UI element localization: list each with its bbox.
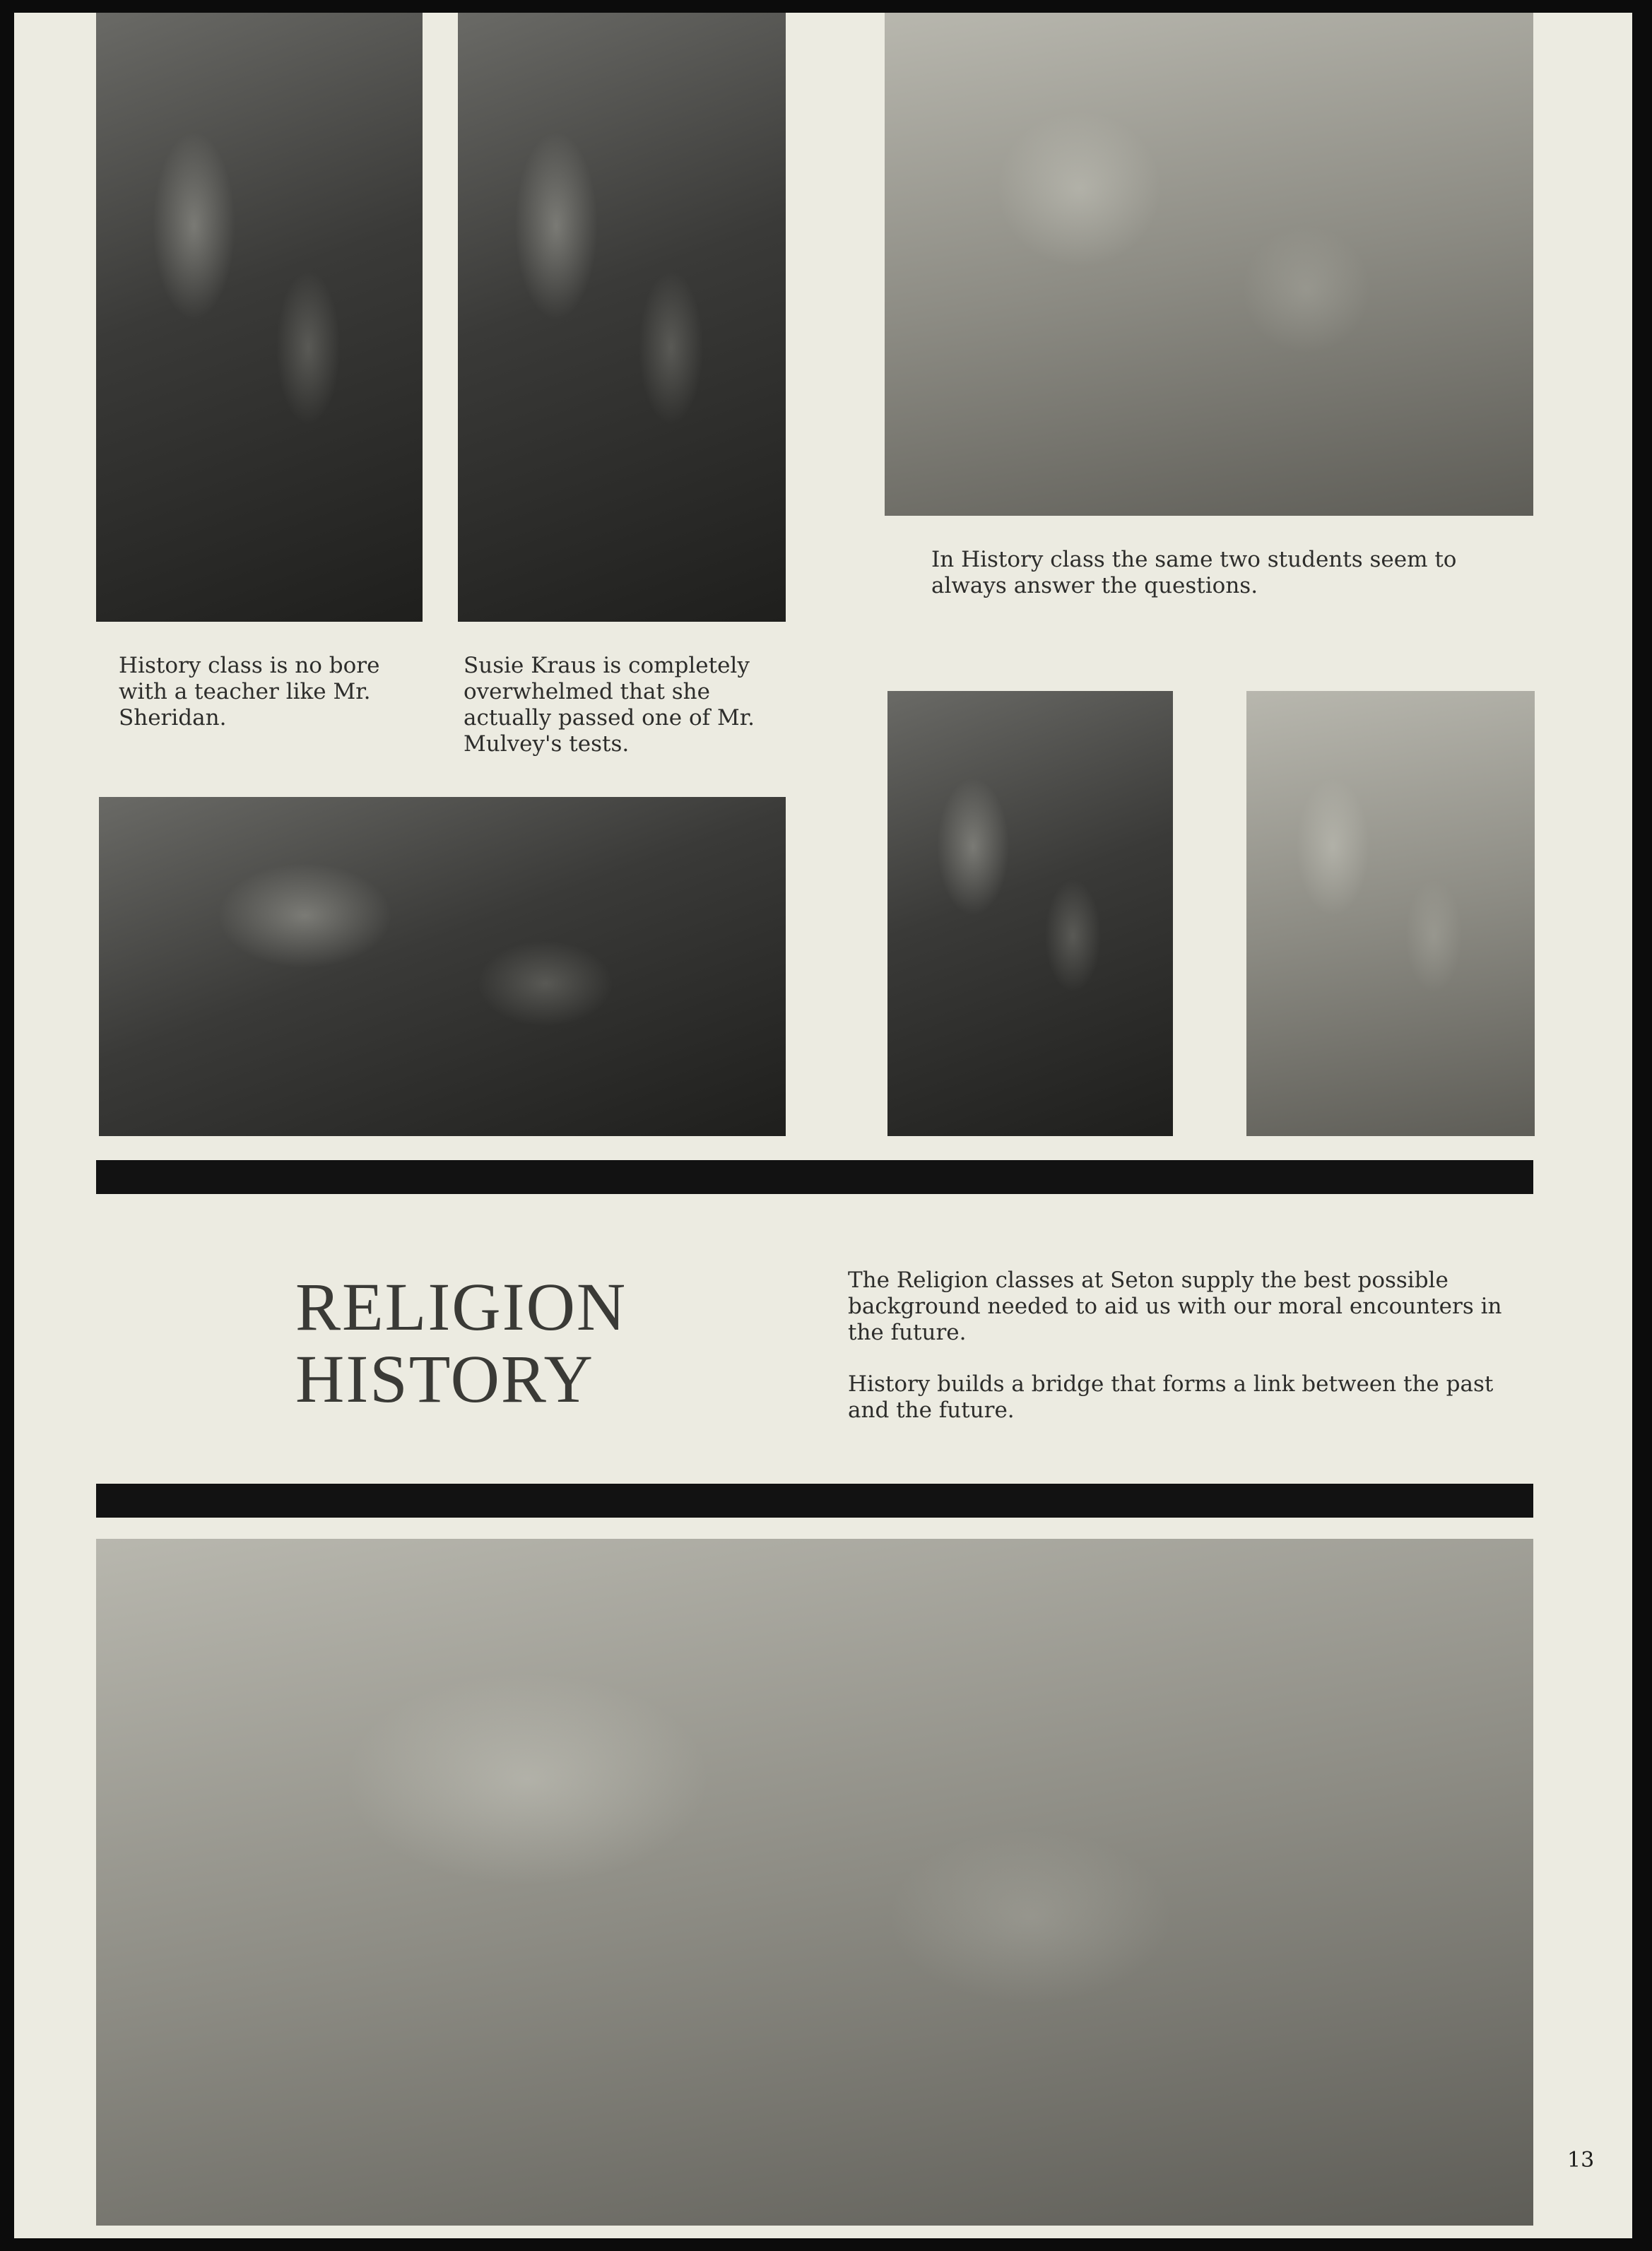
photo-classroom-blackboard bbox=[887, 691, 1173, 1136]
yearbook-page bbox=[14, 13, 1632, 2238]
section-title-line2: HISTORY bbox=[295, 1341, 594, 1417]
divider-bar-top bbox=[96, 1160, 1533, 1194]
photo-susie-kraus bbox=[458, 13, 786, 622]
caption-history-answers: In History class the same two students seem to always answer the questions. bbox=[931, 547, 1457, 598]
photo-teachers-courtyard bbox=[1246, 691, 1535, 1136]
divider-bar-bottom bbox=[96, 1484, 1533, 1518]
caption-sheridan: History class is no bore with a teacher like Mr. Sheridan. bbox=[119, 653, 380, 731]
photo-students-desks bbox=[99, 797, 786, 1136]
page-number: 13 bbox=[1567, 2148, 1595, 2173]
photo-teacher-sheridan bbox=[96, 13, 423, 622]
photo-history-class-hands bbox=[885, 13, 1533, 516]
paragraph-history: History builds a bridge that forms a link between the past and the future. bbox=[848, 1371, 1494, 1423]
paragraph-religion: The Religion classes at Seton supply the best possible background needed to aid us with our moral encounters in the future. bbox=[848, 1268, 1502, 1345]
section-title-line1: RELIGION bbox=[295, 1269, 627, 1345]
caption-susie-kraus: Susie Kraus is completely overwhelmed that she actually passed one of Mr. Mulvey's tests. bbox=[464, 653, 755, 757]
photo-religion-class bbox=[96, 1539, 1533, 2226]
section-body bbox=[848, 1268, 1512, 1449]
